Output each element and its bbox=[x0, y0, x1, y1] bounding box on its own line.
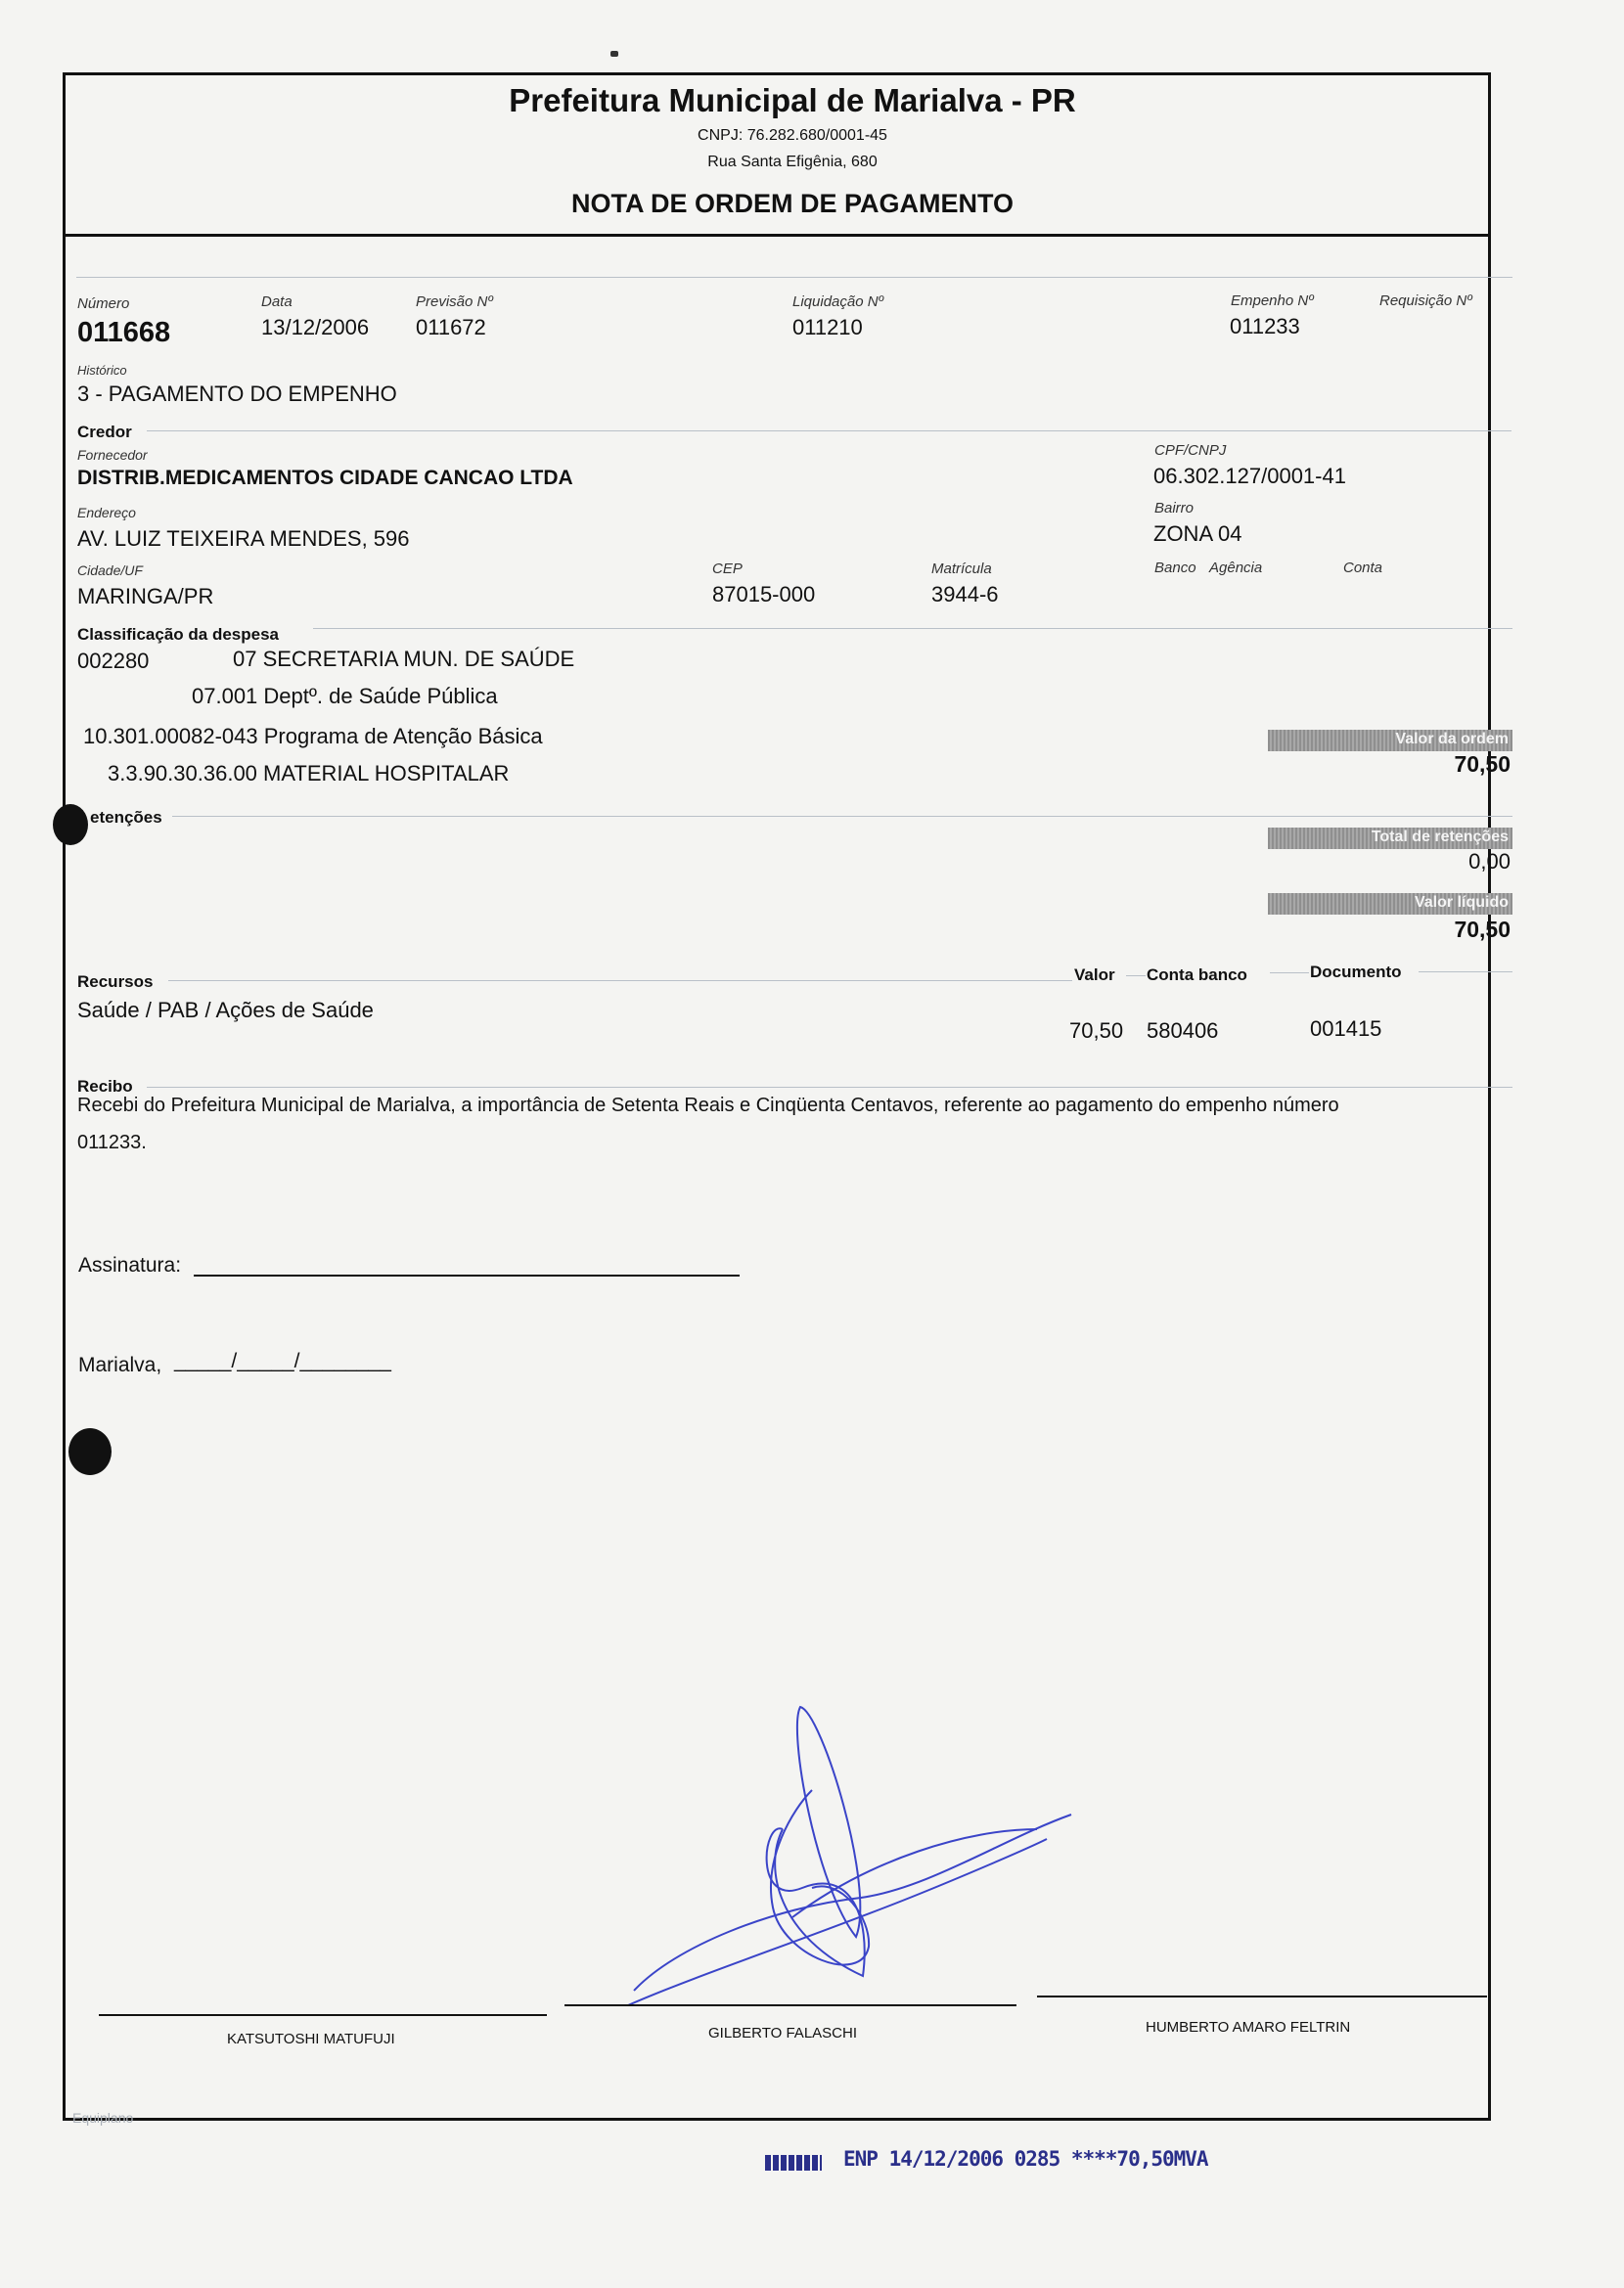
numero-value: 011668 bbox=[77, 317, 171, 348]
recursos-descricao: Saúde / PAB / Ações de Saúde bbox=[77, 998, 374, 1022]
cpf-label: CPF/CNPJ bbox=[1154, 442, 1227, 459]
liquidacao-label: Liquidação Nº bbox=[792, 293, 884, 310]
classificacao-line1: 07 SECRETARIA MUN. DE SAÚDE bbox=[233, 647, 575, 671]
valor-ordem-value: 70,50 bbox=[1454, 751, 1511, 777]
punch-hole-2 bbox=[68, 1428, 112, 1475]
recursos-rule-4 bbox=[1419, 971, 1512, 972]
classificacao-line2: 07.001 Deptº. de Saúde Pública bbox=[192, 684, 498, 708]
previsao-label: Previsão Nº bbox=[416, 293, 493, 310]
endereco-value: AV. LUIZ TEIXEIRA MENDES, 596 bbox=[77, 526, 410, 551]
empenho-value: 011233 bbox=[1230, 314, 1300, 338]
order-rule bbox=[76, 277, 1512, 278]
address-line: Rua Santa Efigênia, 680 bbox=[707, 154, 878, 170]
retencoes-rule bbox=[172, 816, 1512, 817]
cidade-label: Cidade/UF bbox=[77, 562, 143, 578]
recibo-rule bbox=[147, 1087, 1512, 1088]
local-label: Marialva, bbox=[78, 1354, 162, 1376]
valor-liquido-value: 70,50 bbox=[1454, 917, 1511, 942]
historico-label: Histórico bbox=[77, 363, 127, 378]
bairro-value: ZONA 04 bbox=[1153, 521, 1242, 546]
recursos-rule bbox=[168, 980, 1072, 981]
page-title: Prefeitura Municipal de Marialva - PR bbox=[509, 82, 1076, 118]
bairro-label: Bairro bbox=[1154, 500, 1195, 516]
recursos-documento-header: Documento bbox=[1310, 963, 1402, 981]
recursos-valor-header: Valor bbox=[1074, 965, 1115, 984]
fornecedor-value: DISTRIB.MEDICAMENTOS CIDADE CANCAO LTDA bbox=[77, 467, 573, 489]
valor-liquido-bar bbox=[1268, 893, 1512, 915]
handwritten-signature bbox=[616, 1692, 1086, 2015]
document-title: NOTA DE ORDEM DE PAGAMENTO bbox=[570, 189, 1014, 218]
recursos-documento: 001415 bbox=[1310, 1016, 1382, 1041]
signatory-1: KATSUTOSHI MATUFUJI bbox=[227, 2031, 395, 2047]
recursos-conta: 580406 bbox=[1147, 1018, 1219, 1043]
cpf-value: 06.302.127/0001-41 bbox=[1153, 464, 1346, 488]
cep-label: CEP bbox=[712, 561, 743, 577]
recursos-rule-2 bbox=[1126, 975, 1146, 976]
cep-value: 87015-000 bbox=[712, 582, 816, 606]
classificacao-rule bbox=[313, 628, 1512, 629]
signatory-2: GILBERTO FALASCHI bbox=[708, 2025, 857, 2041]
endereco-label: Endereço bbox=[77, 505, 136, 520]
recursos-rule-3 bbox=[1270, 972, 1309, 973]
credor-section-title: Credor bbox=[77, 423, 132, 441]
valor-liquido-label: Valor líquido bbox=[1414, 894, 1509, 911]
requisicao-label: Requisição Nº bbox=[1379, 292, 1472, 309]
total-retencoes-bar bbox=[1268, 828, 1512, 849]
credor-rule bbox=[147, 430, 1511, 431]
classificacao-line4: 3.3.90.30.36.00 MATERIAL HOSPITALAR bbox=[108, 761, 510, 785]
payment-stamp: ENP 14/12/2006 0285 ****70,50MVA bbox=[843, 2147, 1208, 2171]
banco-label: Banco bbox=[1154, 560, 1196, 576]
data-label: Data bbox=[261, 293, 293, 310]
recursos-valor: 70,50 bbox=[1069, 1018, 1124, 1043]
retencoes-section-title: etenções bbox=[90, 808, 162, 827]
classificacao-code: 002280 bbox=[77, 649, 150, 673]
signatory-3: HUMBERTO AMARO FELTRIN bbox=[1146, 2019, 1351, 2036]
signature-line-2 bbox=[564, 2004, 1016, 2006]
punch-hole bbox=[53, 804, 88, 845]
data-value: 13/12/2006 bbox=[261, 315, 370, 339]
total-retencoes-label: Total de retenções bbox=[1371, 829, 1509, 845]
empenho-label: Empenho Nº bbox=[1231, 292, 1314, 309]
cnpj-line: CNPJ: 76.282.680/0001-45 bbox=[698, 127, 887, 144]
valor-ordem-bar bbox=[1268, 730, 1512, 751]
recibo-section-title: Recibo bbox=[77, 1077, 133, 1096]
matricula-label: Matrícula bbox=[931, 561, 992, 577]
conta-label: Conta bbox=[1343, 560, 1383, 576]
recursos-conta-header: Conta banco bbox=[1147, 965, 1247, 984]
signature-line-1 bbox=[99, 2014, 547, 2016]
recursos-section-title: Recursos bbox=[77, 972, 154, 991]
valor-ordem-label: Valor da ordem bbox=[1395, 731, 1509, 747]
cidade-value: MARINGA/PR bbox=[77, 584, 214, 608]
matricula-value: 3944-6 bbox=[931, 582, 999, 606]
recibo-text-line2: 011233. bbox=[77, 1132, 147, 1153]
equiplano-brand: Equiplano bbox=[72, 2110, 134, 2126]
liquidacao-value: 011210 bbox=[792, 315, 863, 339]
fornecedor-label: Fornecedor bbox=[77, 447, 148, 463]
header-separator bbox=[63, 234, 1491, 237]
classificacao-line3: 10.301.00082-043 Programa de Atenção Básica bbox=[83, 724, 543, 748]
historico-value: 3 - PAGAMENTO DO EMPENHO bbox=[77, 381, 397, 406]
signature-line-3 bbox=[1037, 1996, 1487, 1997]
date-blanks: _____/_____/________ bbox=[174, 1350, 391, 1372]
assinatura-line bbox=[194, 1275, 740, 1277]
total-retencoes-value: 0,00 bbox=[1468, 849, 1511, 874]
scan-mark bbox=[610, 51, 618, 57]
agencia-label: Agência bbox=[1209, 560, 1263, 576]
assinatura-label: Assinatura: bbox=[78, 1254, 182, 1277]
stamp-logo bbox=[765, 2155, 822, 2171]
numero-label: Número bbox=[77, 295, 130, 312]
previsao-value: 011672 bbox=[416, 315, 486, 339]
recibo-text-line1: Recebi do Prefeitura Municipal de Marialva, a importância de Setenta Reais e Cinqüenta Centavos, referente ao pagamento do empenho número bbox=[77, 1095, 1339, 1116]
classificacao-section-title: Classificação da despesa bbox=[77, 625, 280, 644]
